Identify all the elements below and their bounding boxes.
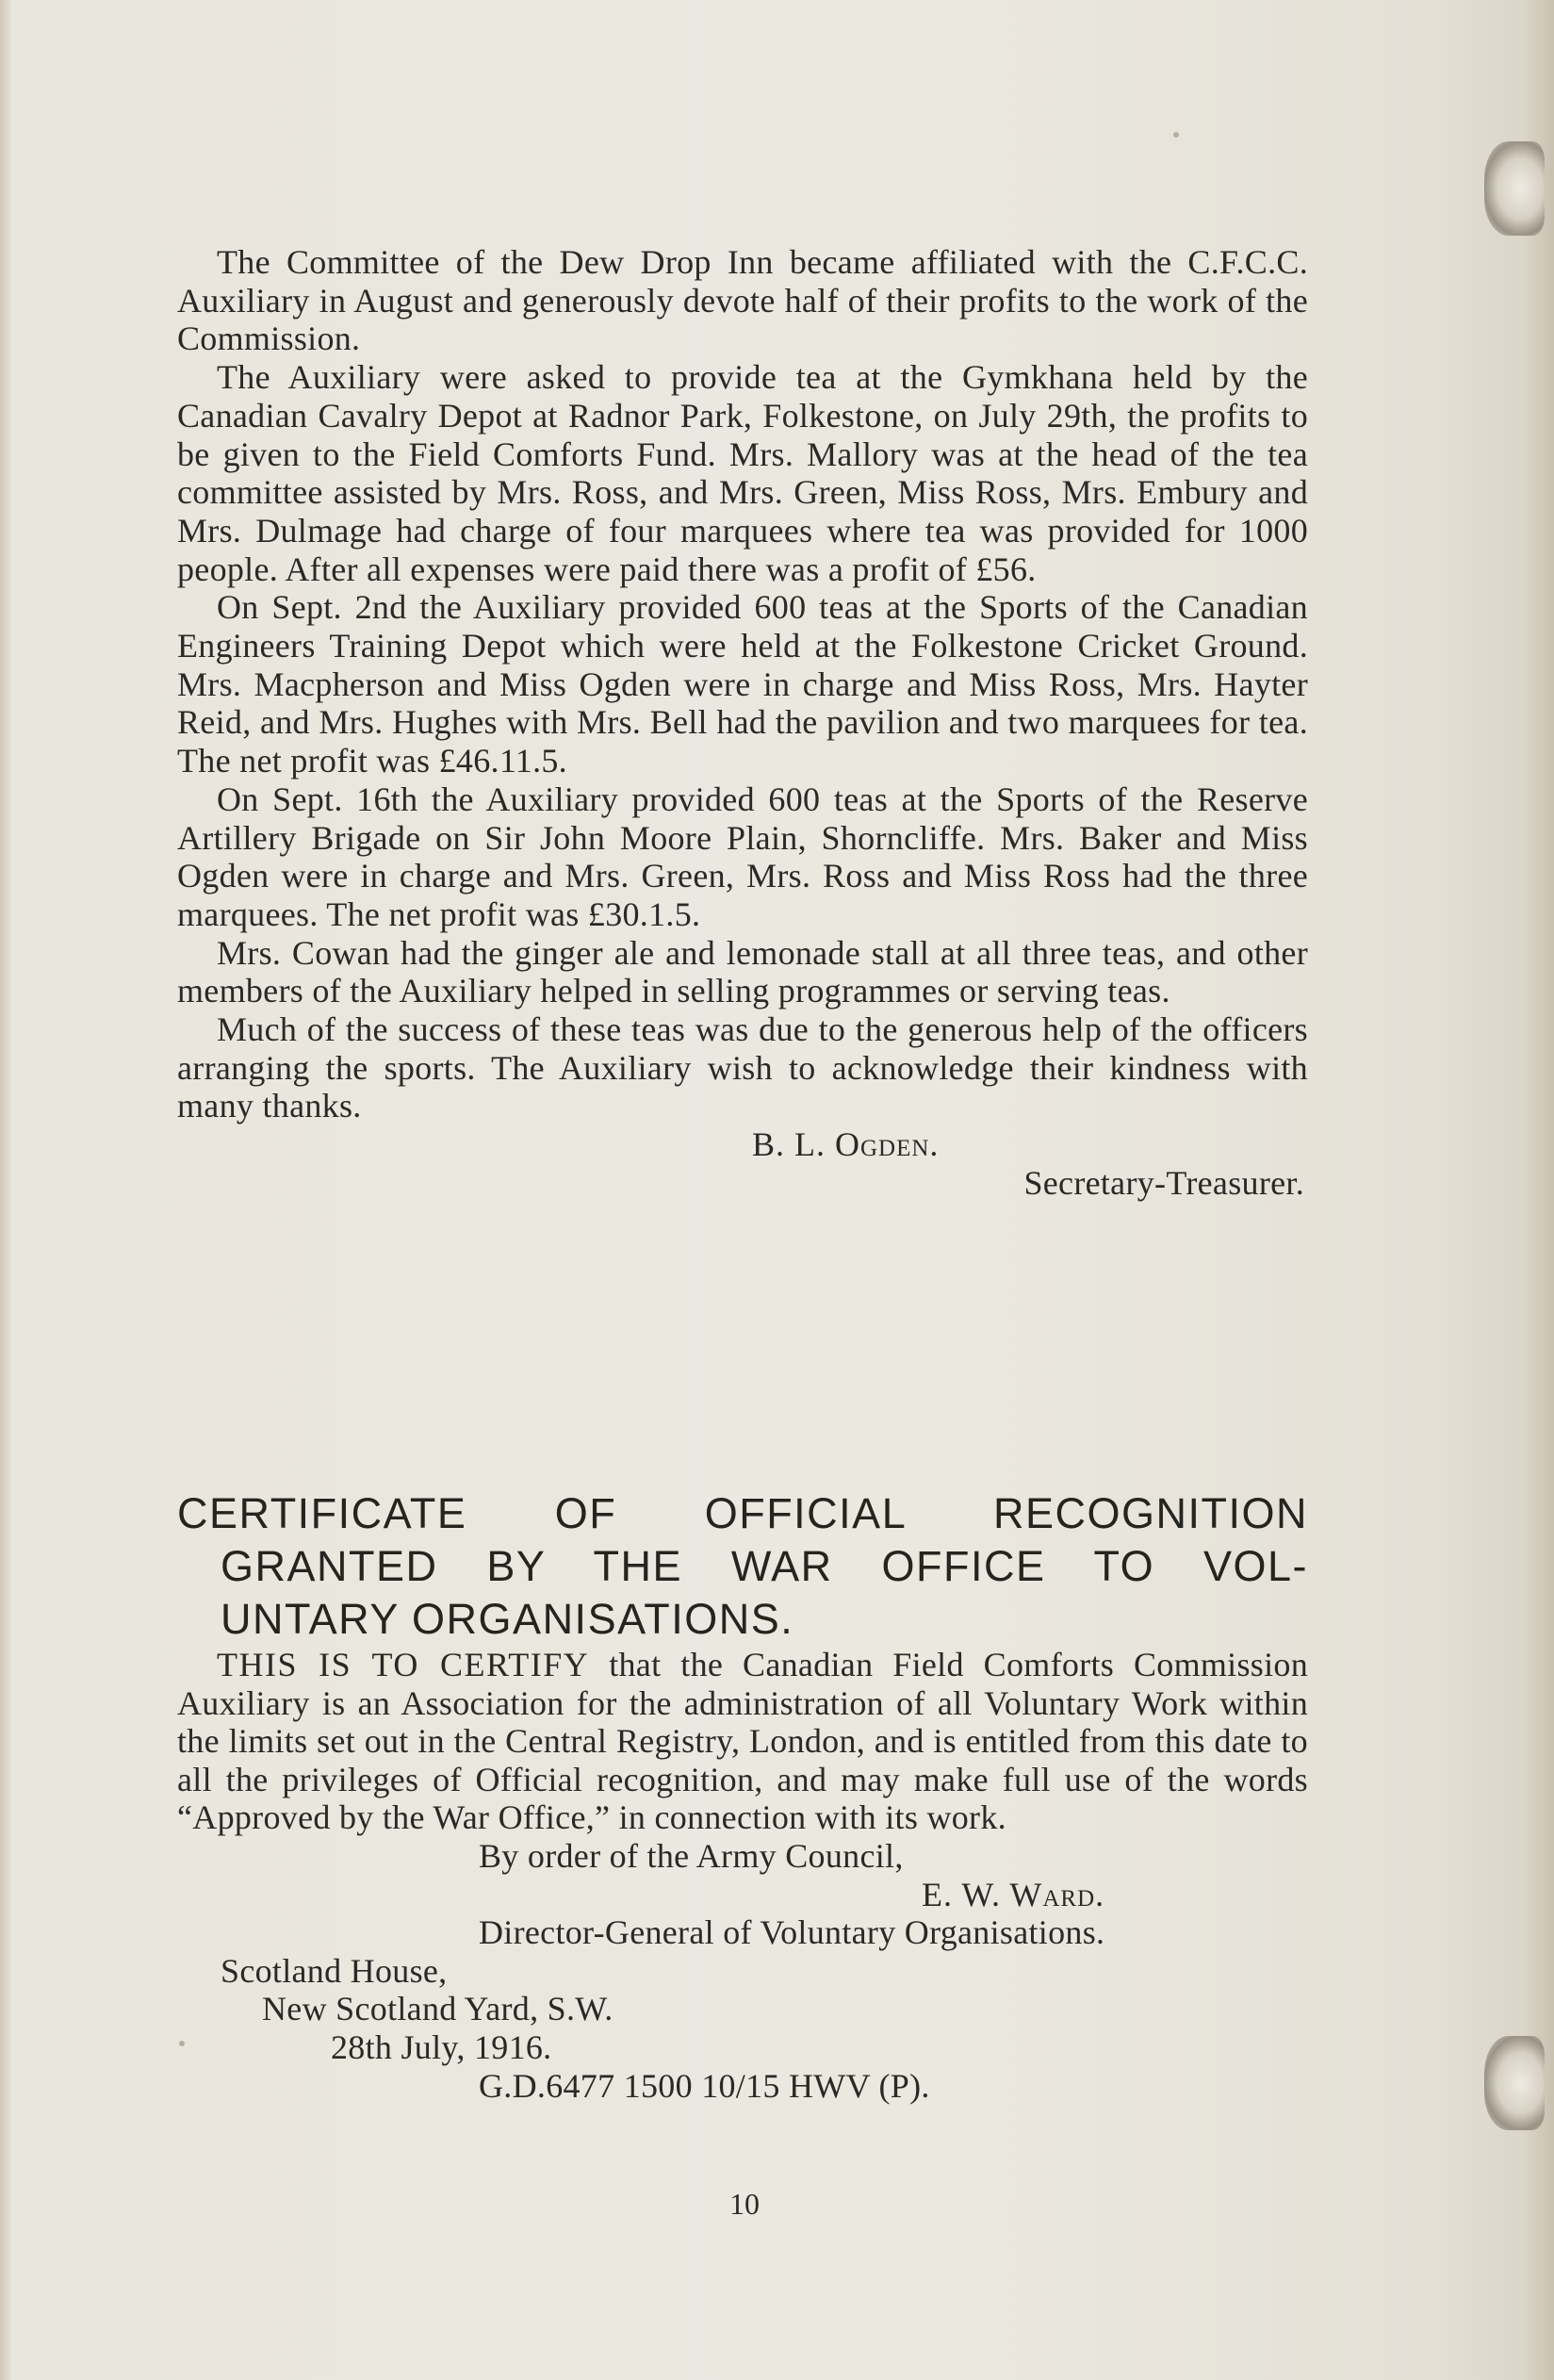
certificate-heading-line-3: UNTARY ORGANISATIONS. (221, 1595, 794, 1643)
report-paragraph-6: Much of the success of these teas was due to the generous help of the officers arranging the sports. The Auxiliary wish to acknowledge their kindness with many thanks. (177, 1010, 1308, 1125)
certificate-body-lead: THIS IS TO CERTIFY (217, 1646, 590, 1683)
certificate-body (177, 1646, 1308, 1837)
certificate-order-line: By order of the Army Council, (479, 1836, 904, 1875)
report-signature-name: B. L. Ogden. (752, 1125, 940, 1164)
certificate-signer-title: Director-General of Voluntary Organisations. (479, 1913, 1105, 1952)
report-section (177, 243, 1308, 1203)
certificate-print-code: G.D.6477 1500 10/15 HWV (P). (479, 2066, 930, 2105)
staple-top (1484, 141, 1545, 236)
staple-bottom (1484, 2036, 1545, 2130)
report-paragraph-5: Mrs. Cowan had the ginger ale and lemonade stall at all three teas, and other members of the Auxiliary helped in selling programmes or serving teas. (177, 933, 1308, 1010)
certificate-date: 28th July, 1916. (331, 2027, 552, 2066)
certificate-heading-line-1: CERTIFICATE OF OFFICIAL RECOGNITION (177, 1489, 1308, 1537)
certificate-address-line-1: Scotland House, (221, 1951, 448, 1990)
report-paragraph-2: The Auxiliary were asked to provide tea at the Gymkhana held by the Canadian Cavalry Depot at Radnor Park, Folkestone, on July 29th, the profits to be given to the Field Comforts Fund. Mrs. Mallory was at the head of the tea committee assisted by Mrs. Ross, and Mrs. Green, Miss Ross, Mrs. Embury and Mrs. Dulmage had charge of four marquees where tea was provided for 1000 people. After all expenses were paid there was a profit of £56. (177, 358, 1308, 588)
report-paragraph-3: On Sept. 2nd the Auxiliary provided 600 teas at the Sports of the Canadian Engineers Training Depot which were held at the Folkestone Cricket Ground. Mrs. Macpherson and Miss Ogden were in charge and Miss Ross, Mrs. Hayter Reid, and Mrs. Hughes with Mrs. Bell had the pavilion and two marquees for tea. The net profit was £46.11.5. (177, 588, 1308, 780)
page-left-edge (0, 0, 11, 2380)
certificate-heading-line-2: GRANTED BY THE WAR OFFICE TO VOL- (221, 1542, 1308, 1590)
report-paragraph-4: On Sept. 16th the Auxiliary provided 600 teas at the Sports of the Reserve Artillery Brigade on Sir John Moore Plain, Shorncliffe. Mrs. Baker and Miss Ogden were in charge and Mrs. Green, Mrs. Ross and Miss Ross had the three marquees. The net profit was £30.1.5. (177, 780, 1308, 933)
paper-speck (1173, 132, 1179, 138)
page-right-edge (1528, 0, 1554, 2380)
report-signature-title: Secretary-Treasurer. (1023, 1163, 1304, 1202)
certificate-body-text: that the Canadian Field Comforts Commission Auxiliary is an Association for the administration of all Voluntary Work within the limits set out in the Central Registry, London, and is entitled from this date to all the privileges of Official recognition, and may make full use of the words “Approved by the War Office,” in connection with its work. (177, 1646, 1308, 1837)
certificate-heading (177, 1487, 1308, 1646)
page-number: 10 (729, 2187, 760, 2221)
report-paragraph-1: The Committee of the Dew Drop Inn became affiliated with the C.F.C.C. Auxiliary in August and generously devote half of their profits to the work of the Commission. (177, 243, 1308, 358)
certificate-address-line-2: New Scotland Yard, S.W. (262, 1990, 613, 2028)
certificate-section (177, 1646, 1308, 2105)
certificate-signer: E. W. Ward. (922, 1875, 1105, 1913)
